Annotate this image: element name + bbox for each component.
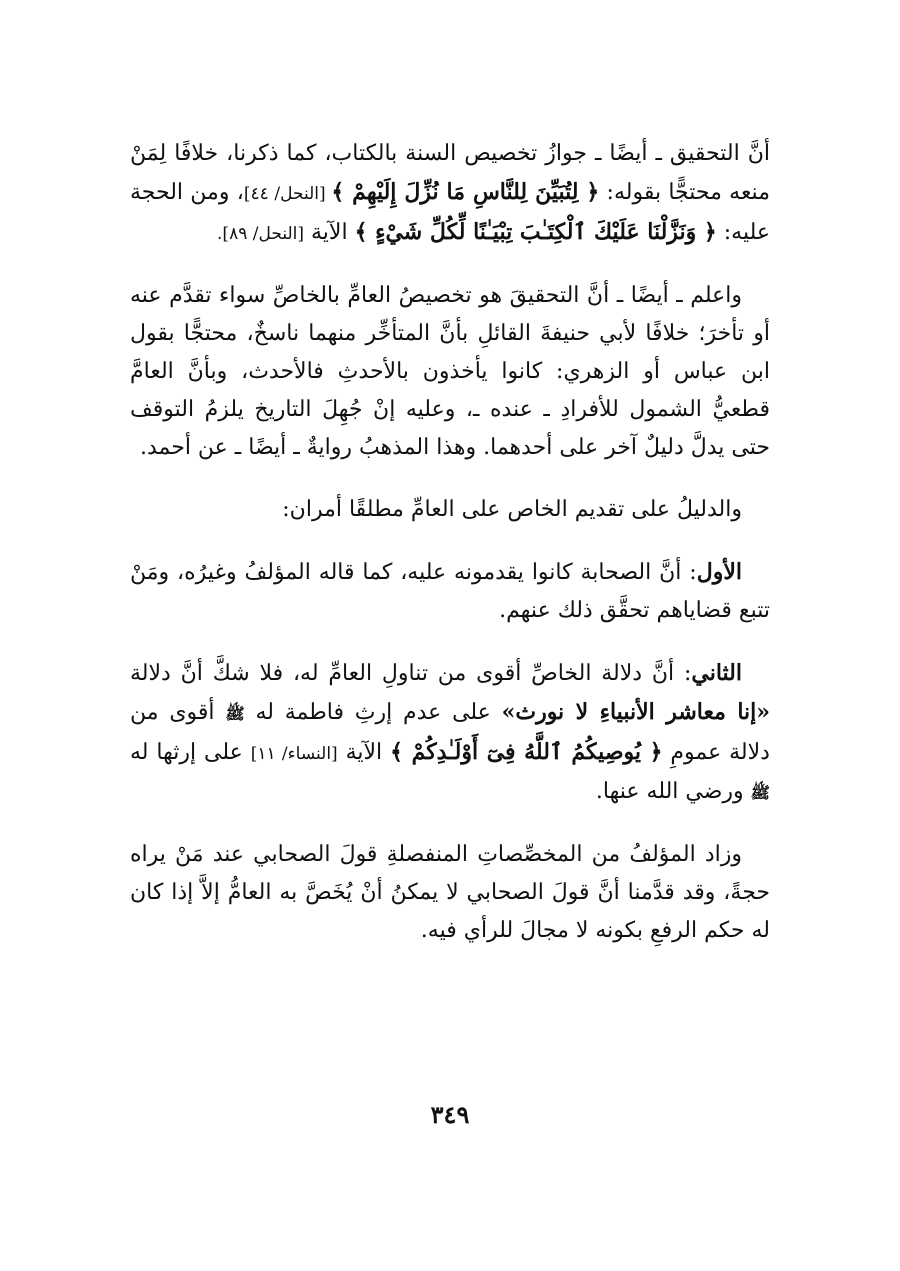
paragraph-2-text: واعلم ـ أيضًا ـ أنَّ التحقيقَ هو تخصيصُ العامِّ بالخاصِّ سواء تقدَّم عنه أو تأخرَ؛ خلافًا لأبي حنيفةَ القائلِ بأنَّ المتأخِّر منهما ناسخٌ، محتجًّا بقول ابن عباس أو الزهري: كانوا يأخذون بالأحدثِ فالأحدث، وبأنَّ العامَّ قطعيُّ الشمول للأفرادِ ـ عنده ـ، وعليه إنْ جُهِلَ التاريخ يلزمُ التوقف حتى يدلَّ دليلٌ آخر على أحدهما. وهذا المذهبُ روايةٌ ـ أيضًا ـ عن أحمد. [130, 283, 770, 460]
paragraph-4-label: الأول [696, 559, 742, 585]
quran-verse-nisa-11: ﴿ يُوصِيكُمُ ٱللَّهُ فِىٓ أَوْلَـٰدِكُمْ ﴾ [390, 739, 663, 765]
paragraph-2 [130, 277, 770, 467]
quran-verse-nahl-89: ﴿ وَنَزَّلْنَا عَلَيْكَ ٱلْكِتَـٰبَ تِبْيَـٰنًا لِّكُلِّ شَيْءٍ ﴾ [354, 219, 717, 245]
verse-reference-nisa-11: [النساء/ ١١] [250, 744, 338, 764]
hadith-quote: «إنا معاشر الأنبياءِ لا نورث» [501, 699, 771, 725]
page-body [130, 135, 770, 974]
verse-reference-nahl-44: [النحل/ ٤٤] [243, 184, 332, 204]
quran-verse-nahl-44: ﴿ لِتُبَيِّنَ لِلنَّاسِ مَا نُزِّلَ إِلَيْهِمْ ﴾ [331, 179, 600, 205]
paragraph-6-text: وزاد المؤلفُ من المخصِّصاتِ المنفصلةِ قولَ الصحابي عند مَنْ يراه حجةً، وقد قدَّمنا أنَّ قولَ الصحابي لا يمكنُ أنْ يُخَصَّ به العامُّ إلاَّ إذا كان له حكم الرفعِ بكونه لا مجالَ للرأي فيه. [130, 842, 770, 943]
paragraph-5 [130, 654, 770, 812]
salawat-symbol-2: ﷺ [750, 783, 770, 802]
paragraph-1-text-c: الآية [304, 220, 355, 245]
paragraph-5-text-c: أقوى من دلالة عمومِ [130, 700, 770, 765]
page-number: ٣٤٩ [430, 1100, 470, 1129]
paragraph-6 [130, 836, 770, 950]
paragraph-5-text-a: : أنَّ دلالة الخاصِّ أقوى من تناولِ العامِّ له، فلا شكَّ أنَّ دلالة [130, 661, 692, 686]
paragraph-4-text: : أنَّ الصحابة كانوا يقدمونه عليه، كما قاله المؤلفُ وغيرُه، ومَنْ تتبع قضاياهم تحقَّق ذلك عنهم. [130, 560, 770, 623]
paragraph-1-text-b: ، ومن الحجة عليه: [130, 180, 770, 245]
paragraph-5-label: الثاني [691, 660, 742, 686]
paragraph-5-text-f: ورضي الله عنها. [595, 779, 751, 804]
verse-reference-nahl-89: [النحل/ ٨٩]. [217, 224, 304, 244]
paragraph-3 [130, 491, 770, 529]
paragraph-4 [130, 553, 770, 630]
paragraph-5-text-d: الآية [337, 740, 391, 765]
paragraph-3-text: والدليلُ على تقديم الخاص على العامِّ مطلقًا أمران: [282, 497, 742, 522]
paragraph-5-text-b: على عدم إرثِ فاطمة له [244, 700, 502, 725]
salawat-symbol-1: ﷺ [225, 704, 245, 723]
paragraph-5-text-e: على إرثها له [130, 740, 251, 765]
paragraph-1-text-a: أنَّ التحقيق ـ أيضًا ـ جوازُ تخصيص السنة بالكتاب، كما ذكرنا، خلافًا لِمَنْ منعه محتجًّا بقوله: [130, 141, 770, 205]
paragraph-1 [130, 135, 770, 253]
